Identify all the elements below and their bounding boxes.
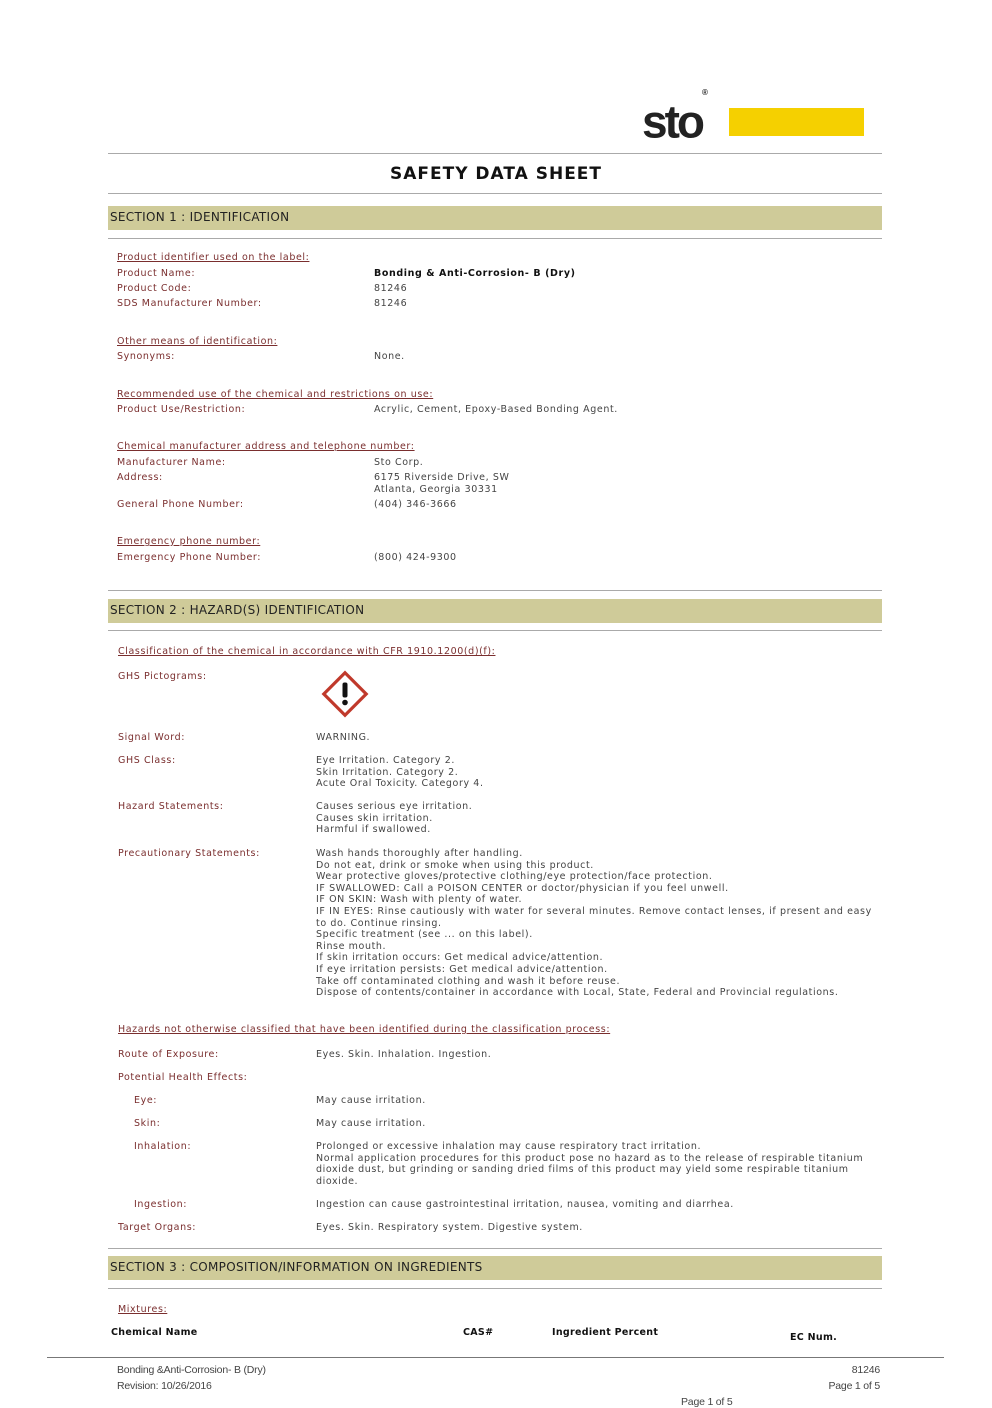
divider [108,630,882,631]
precautionary-statements-label: Precautionary Statements: [118,848,260,859]
address-line-1: 6175 Riverside Drive, SW [374,472,510,483]
precautionary-statements-list [316,848,872,999]
product-identifier-heading: Product identifier used on the label: [117,252,310,263]
manufacturer-name-value: Sto Corp. [374,457,424,468]
sds-number-value: 81246 [374,298,408,309]
recommended-use-heading: Recommended use of the chemical and restrictions on use: [117,389,434,400]
other-means-heading: Other means of identification: [117,336,278,347]
hazard-statements-list [316,801,472,836]
product-name-value: Bonding & Anti-Corrosion- B (Dry) [374,268,576,279]
footer-page-center: Page 1 of 5 [681,1396,733,1408]
inhalation-line: dioxide. [316,1175,359,1187]
precautionary-statement: If skin irritation occurs: Get medical advice/attention. [316,952,604,964]
column-header-ec-num: EC Num. [790,1332,838,1343]
manufacturer-name-label: Manufacturer Name: [117,457,226,468]
emergency-heading: Emergency phone number: [117,536,261,547]
skin-value: May cause irritation. [316,1118,426,1129]
precautionary-statement: Rinse mouth. [316,940,387,952]
emergency-phone-value: (800) 424-9300 [374,552,457,563]
potential-health-effects-label: Potential Health Effects: [118,1072,248,1083]
footer-divider [47,1357,944,1358]
eye-value: May cause irritation. [316,1095,426,1106]
mixtures-heading: Mixtures: [118,1304,168,1315]
synonyms-value: None. [374,351,405,362]
inhalation-line: Prolonged or excessive inhalation may cause respiratory tract irritation. [316,1141,702,1152]
precautionary-statement: IF SWALLOWED: Call a POISON CENTER or doctor/physician if you feel unwell. [316,882,729,894]
divider [108,1288,882,1289]
footer-product-code: 81246 [851,1364,880,1376]
inhalation-line: dioxide dust, but grinding or sanding dried films of this product may yield some respirable titanium [316,1164,849,1176]
column-header-ingredient-percent: Ingredient Percent [552,1327,659,1338]
target-organs-value: Eyes. Skin. Respiratory system. Digestive system. [316,1222,583,1233]
classification-heading: Classification of the chemical in accordance with CFR 1910.1200(d)(f): [118,646,496,657]
divider [108,238,882,239]
product-use-value: Acrylic, Cement, Epoxy-Based Bonding Agent. [374,404,618,415]
signal-word-value: WARNING. [316,732,371,743]
hazard-statement: Causes serious eye irritation. [316,801,473,812]
emergency-phone-label: Emergency Phone Number: [117,552,262,563]
route-of-exposure-value: Eyes. Skin. Inhalation. Ingestion. [316,1049,492,1060]
manufacturer-heading: Chemical manufacturer address and telephone number: [117,441,415,452]
precautionary-statement: Wear protective gloves/protective clothing/eye protection/face protection. [316,871,713,883]
target-organs-label: Target Organs: [118,1222,197,1233]
divider [108,590,882,591]
precautionary-statement: Dispose of contents/container in accordance with Local, State, Federal and Provincial regulations. [316,987,839,999]
ghs-class-item: Acute Oral Toxicity. Category 4. [316,778,484,790]
product-use-label: Product Use/Restriction: [117,404,246,415]
signal-word-label: Signal Word: [118,732,186,743]
divider [108,153,882,154]
route-of-exposure-label: Route of Exposure: [118,1049,219,1060]
footer-page-number: Page 1 of 5 [828,1380,880,1392]
logo-yellow-bar [729,108,864,136]
ghs-class-item: Skin Irritation. Category 2. [316,766,459,778]
hazard-statements-label: Hazard Statements: [118,801,224,812]
precautionary-statement: IF ON SKIN: Wash with plenty of water. [316,894,523,906]
footer-product-name: Bonding &Anti-Corrosion- B (Dry) [117,1364,266,1376]
divider [108,1248,882,1249]
precautionary-statement: Wash hands thoroughly after handling. [316,848,523,859]
address-label: Address: [117,472,163,483]
ingestion-label: Ingestion: [134,1199,188,1210]
divider [108,193,882,194]
inhalation-value [316,1141,863,1187]
sto-logo: sto® [642,88,708,148]
ghs-pictograms-label: GHS Pictograms: [118,671,207,682]
general-phone-label: General Phone Number: [117,499,244,510]
precautionary-statement: Do not eat, drink or smoke when using this product. [316,859,594,871]
precautionary-statement: Take off contaminated clothing and wash it before reuse. [316,975,621,987]
section-2-header: SECTION 2 : HAZARD(S) IDENTIFICATION [108,599,882,623]
hnoc-heading: Hazards not otherwise classified that have been identified during the classification process: [118,1024,611,1035]
synonyms-label: Synonyms: [117,351,175,362]
precautionary-statement: If eye irritation persists: Get medical advice/attention. [316,963,608,975]
hazard-statement: Harmful if swallowed. [316,824,431,836]
column-header-cas: CAS# [463,1327,494,1338]
inhalation-line: Normal application procedures for this product pose no hazard as to the release of respirable titanium [316,1152,864,1164]
ingestion-value: Ingestion can cause gastrointestinal irritation, nausea, vomiting and diarrhea. [316,1199,734,1210]
precautionary-statement: to do. Continue rinsing. [316,917,442,929]
footer-revision: Revision: 10/26/2016 [117,1380,212,1392]
hazard-statement: Causes skin irritation. [316,812,433,824]
general-phone-value: (404) 346-3666 [374,499,457,510]
precautionary-statement: Specific treatment (see ... on this label). [316,929,533,941]
product-name-label: Product Name: [117,268,196,279]
product-code-label: Product Code: [117,283,192,294]
address-line-2: Atlanta, Georgia 30331 [374,483,498,495]
column-header-chemical-name: Chemical Name [111,1327,198,1338]
eye-label: Eye: [134,1095,158,1106]
ghs-class-list [316,755,484,790]
product-code-value: 81246 [374,283,408,294]
skin-label: Skin: [134,1118,161,1129]
document-title: SAFETY DATA SHEET [389,164,603,184]
section-1-header: SECTION 1 : IDENTIFICATION [108,206,882,230]
sds-number-label: SDS Manufacturer Number: [117,298,262,309]
ghs-class-label: GHS Class: [118,755,176,766]
inhalation-label: Inhalation: [134,1141,192,1152]
precautionary-statement: IF IN EYES: Rinse cautiously with water for several minutes. Remove contact lenses, if present and easy [316,905,872,917]
ghs-class-item: Eye Irritation. Category 2. [316,755,456,766]
section-3-header: SECTION 3 : COMPOSITION/INFORMATION ON INGREDIENTS [108,1256,882,1280]
exclamation-mark-icon [321,670,369,718]
address-value [374,472,509,495]
